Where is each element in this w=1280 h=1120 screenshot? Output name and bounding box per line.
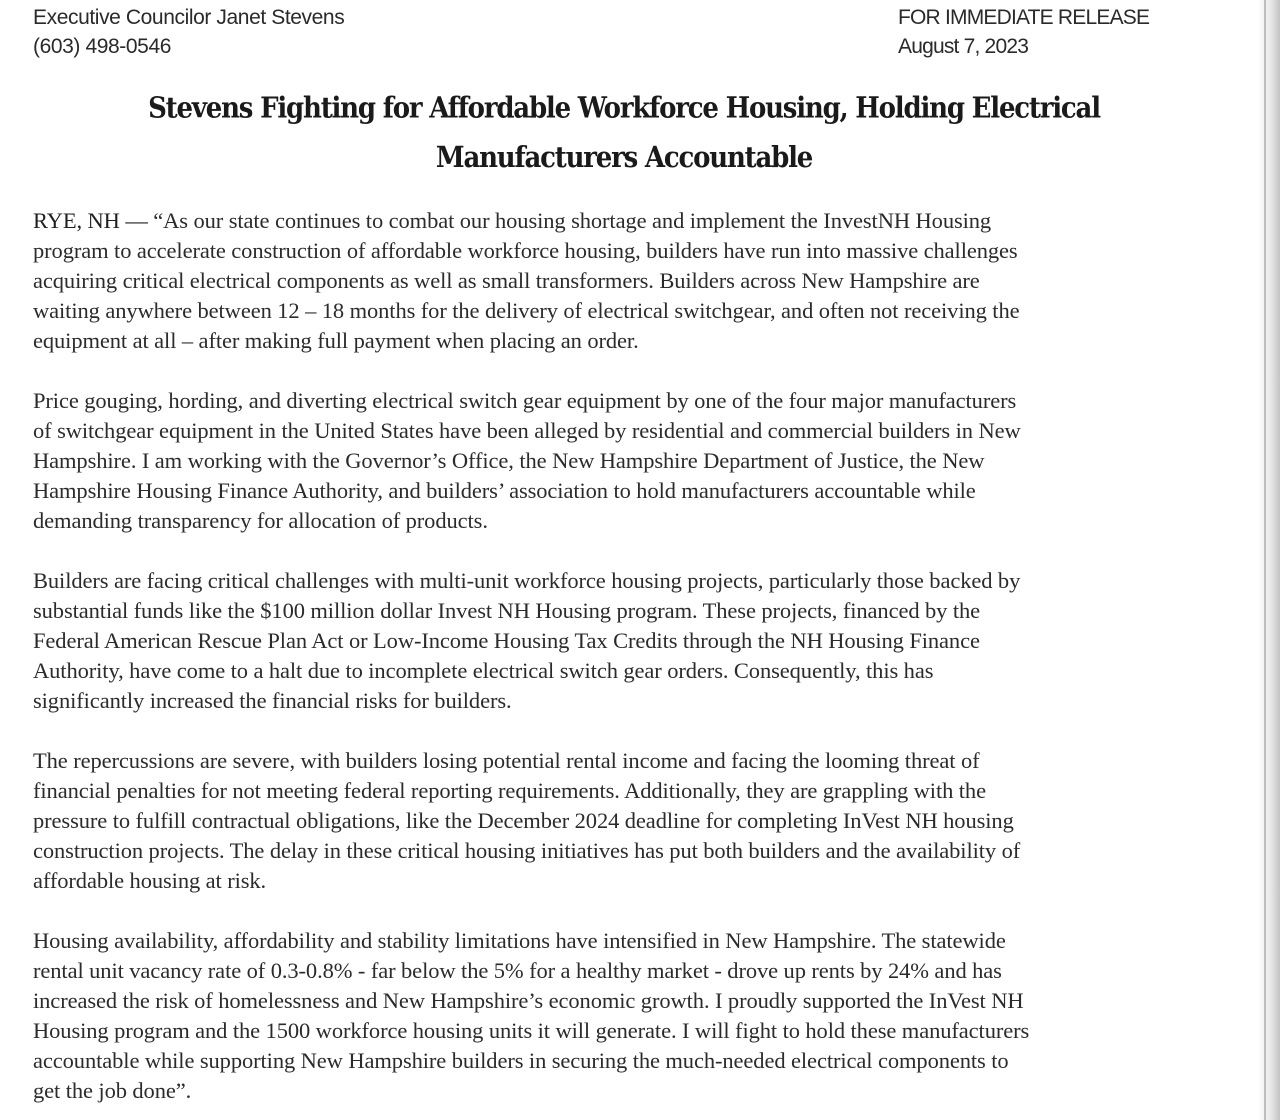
paragraph-line: Hampshire Housing Finance Authority, and builders’ association to hold manufacturers accountable while <box>33 478 976 503</box>
page-edge-line <box>1264 0 1266 1120</box>
paragraph-line: construction projects. The delay in these critical housing initiatives has put both builders and the availability of <box>33 838 1021 863</box>
paragraph-line: substantial funds like the $100 million dollar Invest NH Housing program. These projects, financed by the <box>33 598 981 623</box>
paragraph-line <box>33 206 1248 236</box>
paragraph-line: Housing program and the 1500 workforce housing units it will generate. I will fight to hold these manufacturers <box>33 1018 1030 1043</box>
paragraph-line: financial penalties for not meeting federal reporting requirements. Additionally, they are grappling with the <box>33 778 986 803</box>
paragraph-line: Builders are facing critical challenges with multi-unit workforce housing projects, particularly those backed by <box>33 568 1021 593</box>
paragraph-line: demanding transparency for allocation of products. <box>33 508 488 533</box>
paragraph-line: Housing availability, affordability and stability limitations have intensified in New Hampshire. The statewide <box>33 928 1006 953</box>
paragraph-line: significantly increased the financial risks for builders. <box>33 688 512 713</box>
paragraph-line: of switchgear equipment in the United States have been alleged by residential and commercial builders in New <box>33 418 1021 443</box>
paragraph-line: Hampshire. I am working with the Governor’s Office, the New Hampshire Department of Justice, the New <box>33 448 985 473</box>
page-edge-shadow <box>1258 0 1280 1120</box>
headline <box>0 84 1248 183</box>
dateline: RYE, NH — <box>33 208 148 233</box>
paragraph-line: rental unit vacancy rate of 0.3-0.8% - far below the 5% for a healthy market - drove up rents by 24% and has <box>33 958 1002 983</box>
paragraph-line: get the job done”. <box>33 1078 192 1103</box>
paragraph-line: Authority, have come to a halt due to incomplete electrical switch gear orders. Consequently, this has <box>33 658 934 683</box>
paragraph-line: Federal American Rescue Plan Act or Low-Income Housing Tax Credits through the NH Housing Finance <box>33 628 980 653</box>
headline-line-1: Stevens Fighting for Affordable Workforce Housing, Holding Electrical <box>148 91 1100 126</box>
contact-name: Executive Councilor Janet Stevens <box>33 6 345 29</box>
paragraph-text: “As our state continues to combat our housing shortage and implement the InvestNH Housing <box>147 208 992 233</box>
paragraph-4 <box>33 746 1248 896</box>
paragraph-line: acquiring critical electrical components as well as small transformers. Builders across New Hampshire are <box>33 268 980 293</box>
release-date: August 7, 2023 <box>898 35 1029 58</box>
paragraph-2 <box>33 386 1248 536</box>
contact-block <box>33 3 344 61</box>
paragraph-5 <box>33 926 1248 1106</box>
paragraph-line: equipment at all – after making full payment when placing an order. <box>33 328 639 353</box>
paragraph-3 <box>33 566 1248 716</box>
paragraph-line: affordable housing at risk. <box>33 868 267 893</box>
paragraph-line: The repercussions are severe, with builders losing potential rental income and facing the looming threat of <box>33 748 980 773</box>
paragraph-1 <box>33 206 1248 356</box>
release-block <box>898 3 1149 61</box>
headline-line-2: Manufacturers Accountable <box>435 141 813 175</box>
paragraph-line: program to accelerate construction of affordable workforce housing, builders have run into massive challenges <box>33 238 1018 263</box>
paragraph-line: Price gouging, hording, and diverting electrical switch gear equipment by one of the four major manufacturers <box>33 388 1017 413</box>
paragraph-line: waiting anywhere between 12 – 18 months for the delivery of electrical switchgear, and often not receiving the <box>33 298 1020 323</box>
paragraph-line: increased the risk of homelessness and New Hampshire’s economic growth. I proudly supported the InVest NH <box>33 988 1024 1013</box>
release-body <box>33 206 1248 1120</box>
paragraph-line: pressure to fulfill contractual obligations, like the December 2024 deadline for completing InVest NH housing <box>33 808 1014 833</box>
release-label: FOR IMMEDIATE RELEASE <box>898 6 1150 29</box>
paragraph-line: accountable while supporting New Hampshire builders in securing the much-needed electrical components to <box>33 1048 1009 1073</box>
contact-phone: (603) 498-0546 <box>33 35 172 58</box>
